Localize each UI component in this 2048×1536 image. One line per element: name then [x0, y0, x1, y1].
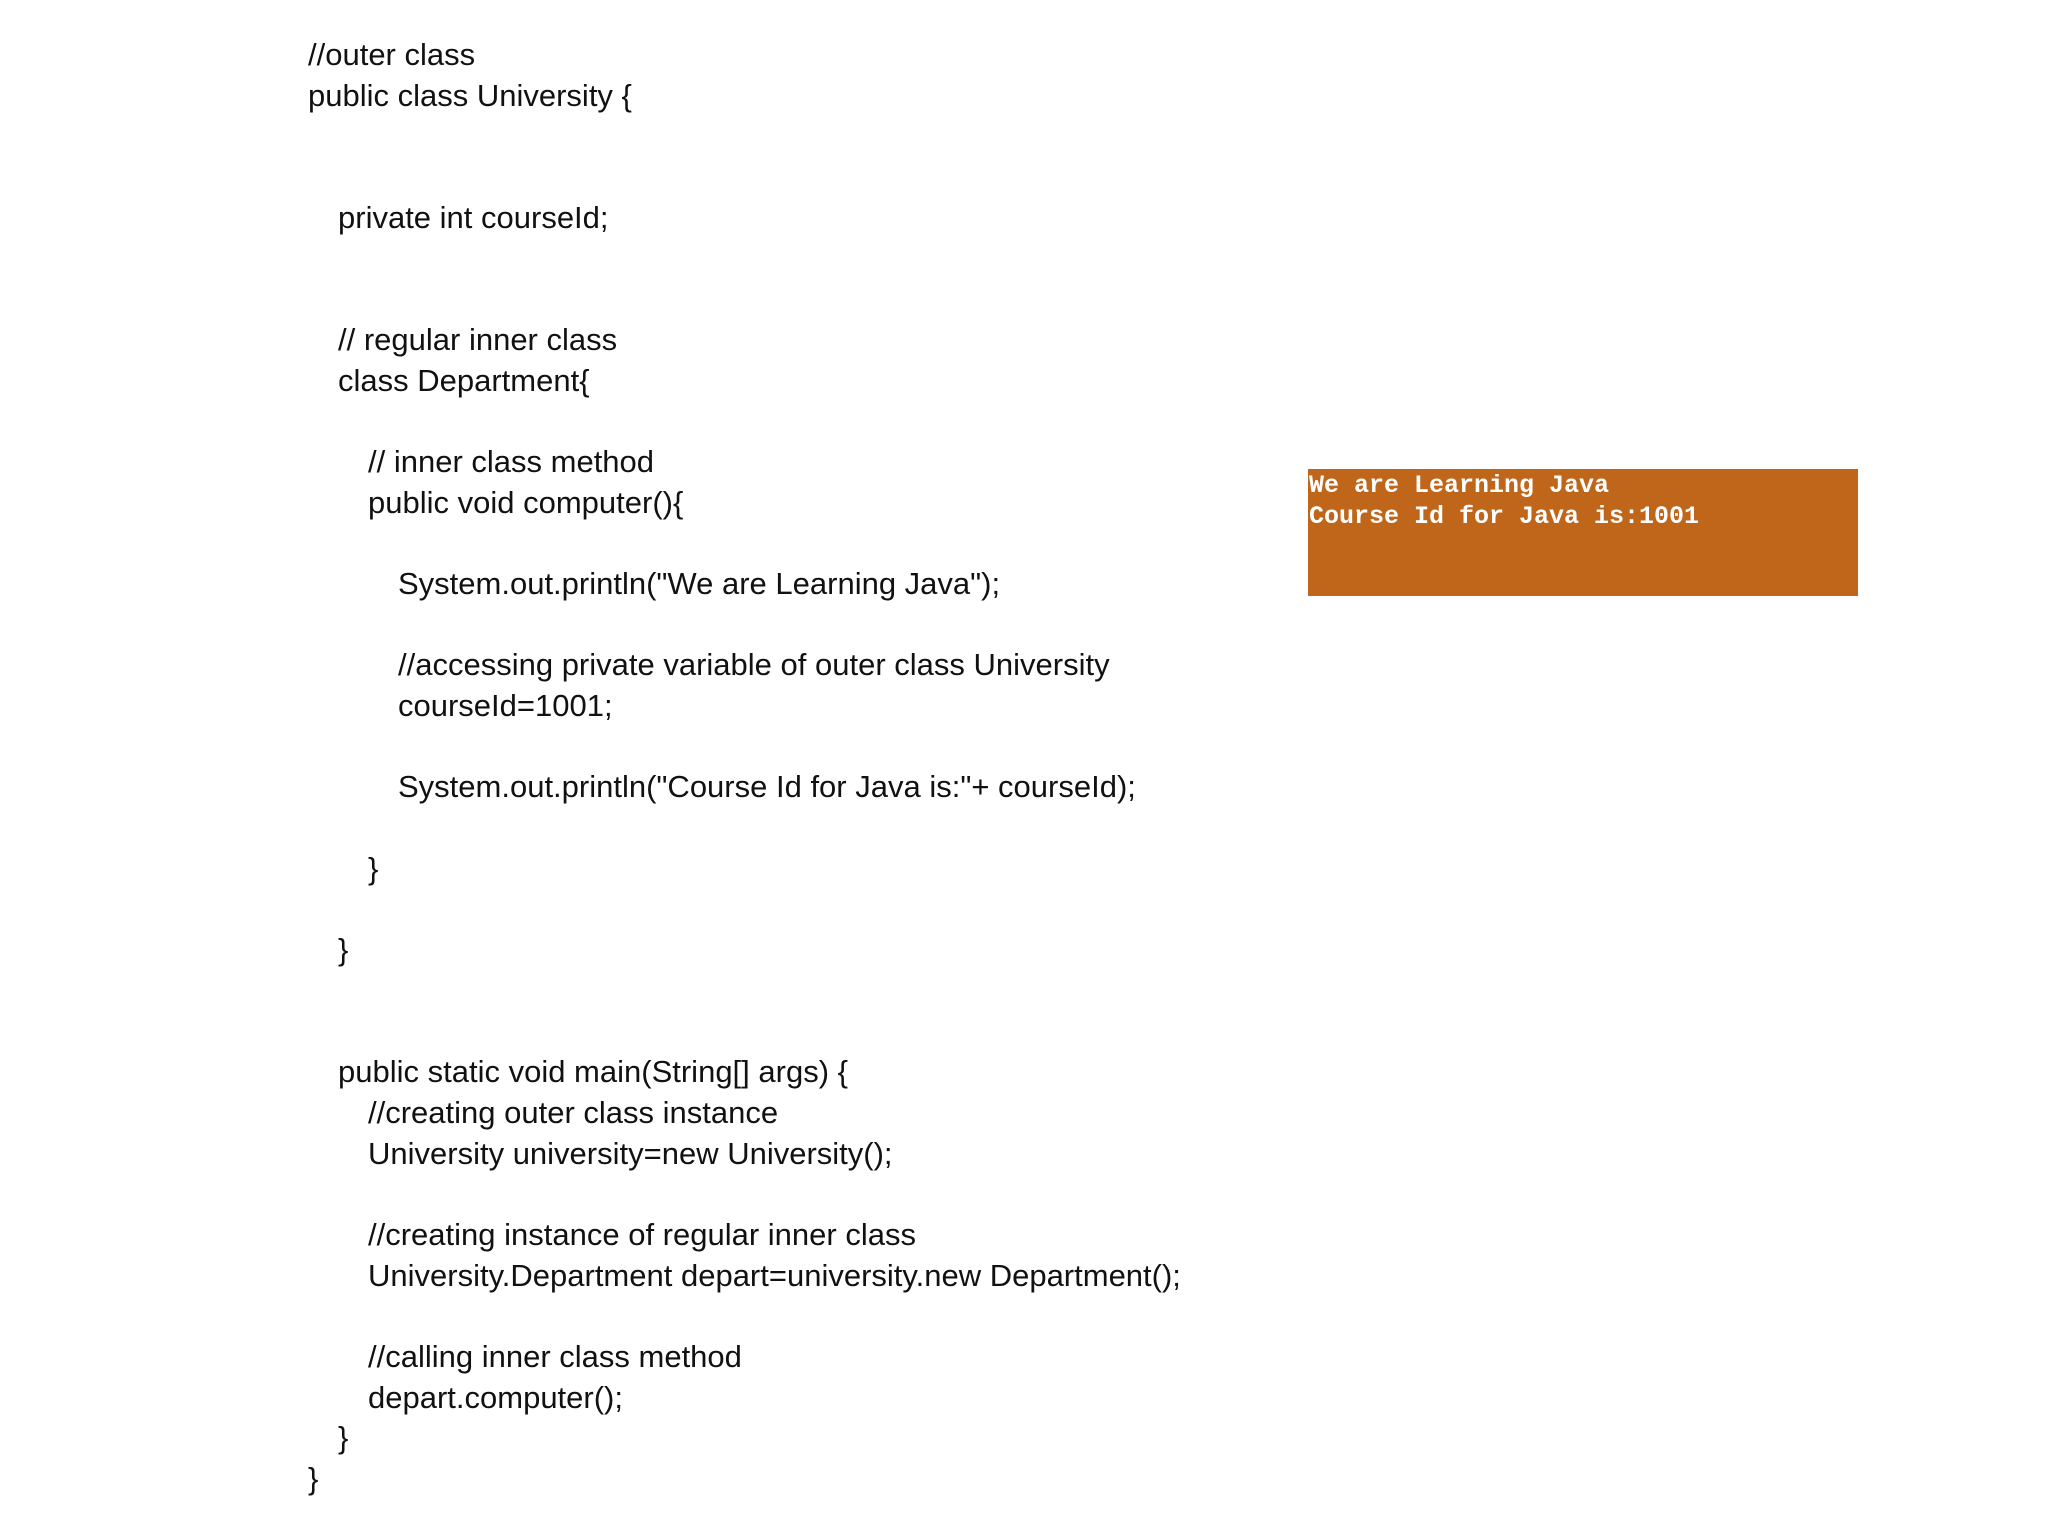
- code-blank-line: [308, 605, 1181, 646]
- console-output-line: Course Id for Java is:1001: [1309, 502, 1700, 531]
- code-blank-line: [308, 727, 1181, 768]
- code-line: private int courseId;: [338, 199, 609, 235]
- code-line: // regular inner class: [338, 321, 618, 357]
- code-line: }: [308, 1461, 319, 1497]
- code-blank-line: [308, 1296, 1181, 1337]
- code-line: depart.computer();: [368, 1379, 623, 1415]
- code-line: //calling inner class method: [368, 1339, 742, 1374]
- code-line: }: [368, 850, 379, 886]
- code-blank-line: [308, 401, 1181, 442]
- code-blank-line: [308, 116, 1181, 157]
- code-line: System.out.println("We are Learning Java");: [398, 565, 1001, 601]
- code-blank-line: [308, 1012, 1181, 1053]
- code-blank-line: [308, 808, 1181, 849]
- java-code-listing: [308, 35, 1181, 1500]
- code-blank-line: [308, 889, 1181, 930]
- code-line: //outer class: [308, 37, 476, 72]
- code-blank-line: [308, 971, 1181, 1012]
- code-blank-line: [308, 238, 1181, 279]
- code-blank-line: [308, 523, 1181, 564]
- code-line: }: [338, 1420, 349, 1456]
- code-line: class Department{: [338, 362, 590, 398]
- code-line: // inner class method: [368, 443, 655, 479]
- code-line: //creating outer class instance: [368, 1094, 779, 1130]
- console-output-panel: [1308, 469, 1858, 596]
- code-blank-line: [308, 279, 1181, 320]
- code-blank-line: [308, 157, 1181, 198]
- code-line: System.out.println("Course Id for Java is:"+ courseId);: [398, 769, 1136, 805]
- code-line: public static void main(String[] args) {: [338, 1054, 848, 1090]
- code-line: University university=new University();: [368, 1135, 893, 1171]
- code-line: courseId=1001;: [398, 688, 613, 723]
- console-output-line: We are Learning Java: [1309, 471, 1610, 500]
- code-line: public class University {: [308, 77, 632, 113]
- code-line: //accessing private variable of outer class University: [398, 647, 1110, 683]
- code-line: }: [338, 932, 349, 968]
- code-line: University.Department depart=university.new Department();: [368, 1257, 1181, 1293]
- code-line: public void computer(){: [368, 484, 684, 520]
- code-blank-line: [308, 1174, 1181, 1215]
- code-line: //creating instance of regular inner class: [368, 1216, 916, 1252]
